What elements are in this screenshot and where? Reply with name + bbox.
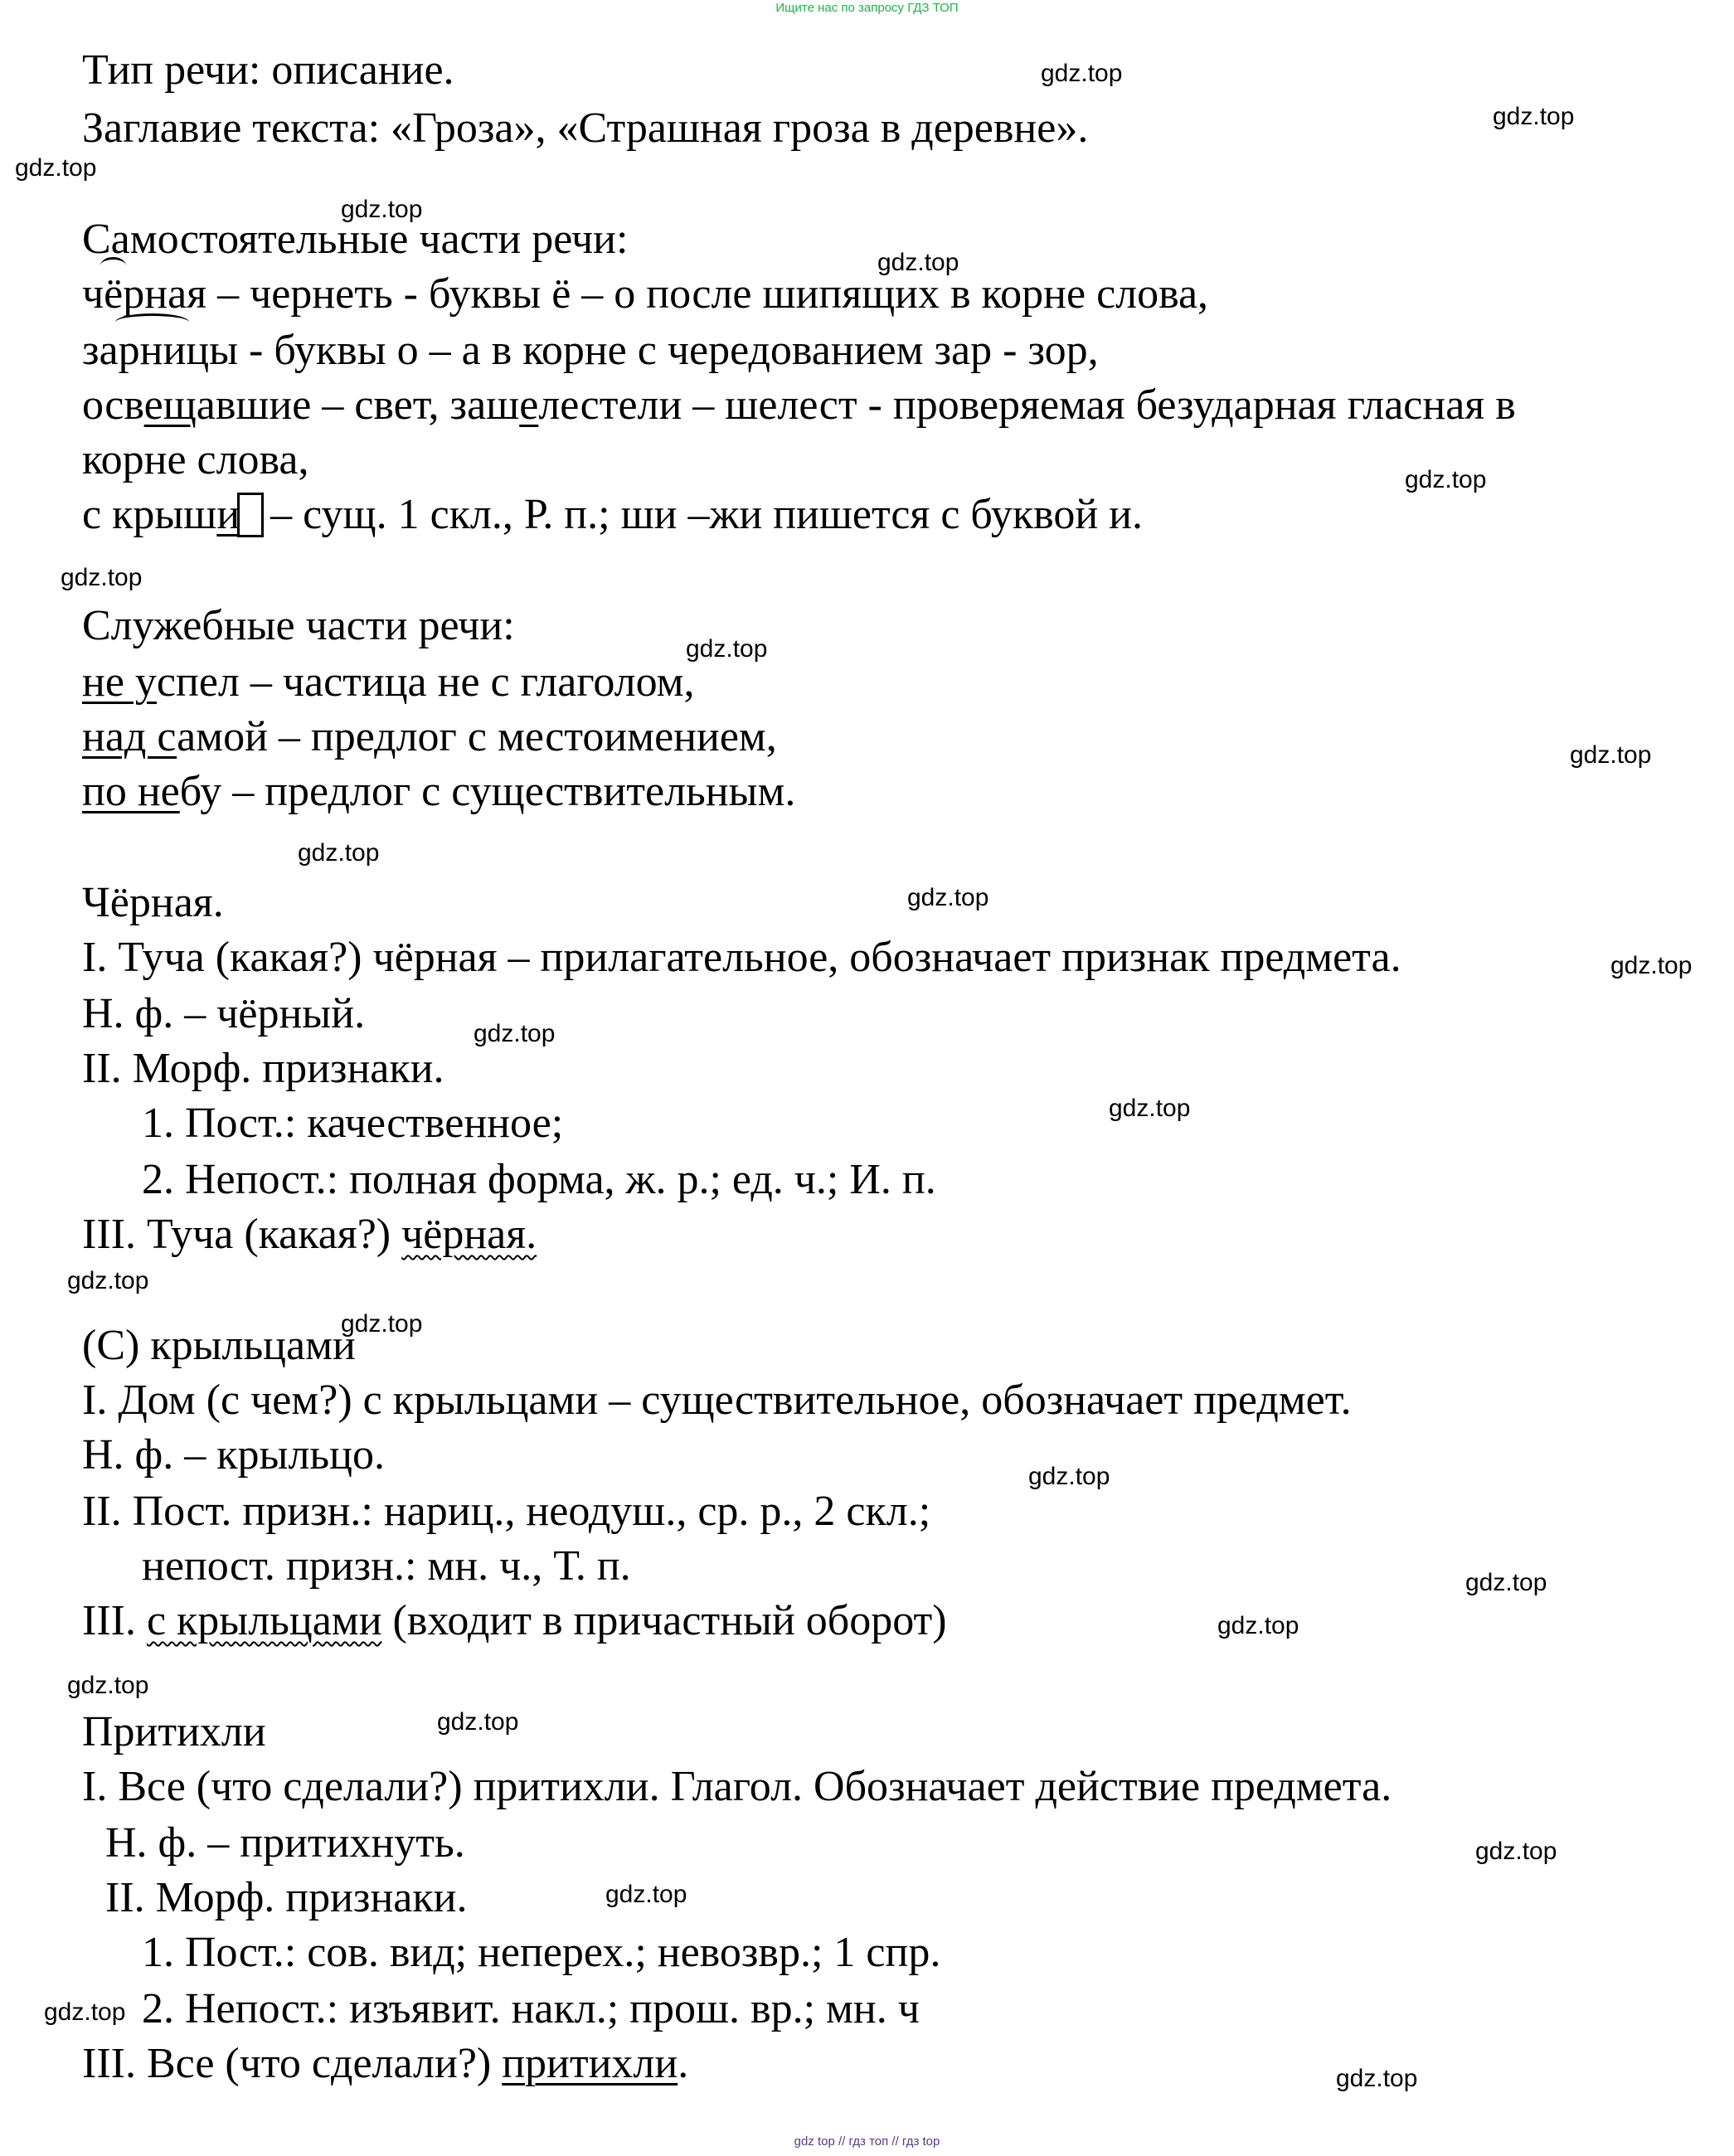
underlined-fragment: притихли	[502, 2040, 678, 2087]
watermark: gdz.top	[474, 1020, 556, 1047]
watermark: gdz.top	[437, 1708, 519, 1736]
text-fragment: осв	[82, 381, 144, 429]
title-line: Заглавие текста: «Гроза», «Страшная гроза в деревне».	[82, 104, 1089, 152]
chernaya-initial-form: Н. ф. – чёрный.	[82, 990, 366, 1037]
function-ne-uspel	[82, 655, 695, 710]
function-po-nebu	[82, 765, 795, 819]
watermark: gdz.top	[341, 1310, 423, 1338]
pritikhli-const-features: 1. Пост.: сов. вид; неперех.; невозвр.; 1 спр.	[142, 1929, 941, 1976]
word-analysis-continuation: корне слова,	[82, 436, 309, 483]
watermark: gdz.top	[1493, 103, 1575, 130]
watermark: gdz.top	[1217, 1612, 1299, 1639]
watermark: gdz.top	[1610, 952, 1693, 979]
krylcami-point-1: I. Дом (с чем?) с крыльцами – существительное, обозначает предмет.	[82, 1377, 1352, 1424]
text-fragment: – сущ. 1 скл., Р. п.; ши –жи пишется с буквой и.	[260, 491, 1144, 538]
text-fragment: рная – чернеть - буквы ё – о после шипящих в корне слова,	[123, 270, 1209, 318]
pritikhli-point-2: II. Морф. признаки.	[105, 1874, 468, 1921]
underlined-fragment: по не	[82, 768, 180, 815]
function-parts-heading: Служебные части речи:	[82, 602, 515, 649]
section-pritikhli-title: Притихли	[82, 1708, 266, 1755]
krylcami-nonconst-features: непост. призн.: мн. ч., Т. п.	[142, 1542, 631, 1590]
chernaya-nonconst-features: 2. Непост.: полная форма, ж. р.; ед. ч.; И. п.	[142, 1156, 936, 1203]
watermark: gdz.top	[1475, 1838, 1557, 1865]
text-fragment: с крыш	[82, 491, 217, 538]
watermark: gdz.top	[15, 154, 97, 182]
text-fragment: III. Туча (какая?)	[82, 1211, 402, 1258]
orthogram-mark: и	[216, 491, 240, 538]
chernaya-point-2: II. Морф. признаки.	[82, 1045, 444, 1092]
word-analysis-zarnitsy	[82, 323, 1099, 378]
text-fragment: спел – частица не с глаголом,	[156, 658, 695, 706]
independent-parts-heading: Самостоятельные части речи:	[82, 216, 629, 263]
watermark: gdz.top	[1465, 1569, 1547, 1596]
chernaya-point-3	[82, 1207, 537, 1262]
pritikhli-point-3	[82, 2037, 688, 2091]
text-fragment: лестели – шелест - проверяемая безударная гласная в	[538, 381, 1516, 429]
watermark: gdz.top	[605, 1881, 687, 1908]
watermark: gdz.top	[1028, 1463, 1110, 1490]
text-fragment: цы - буквы о – а в корне с чередованием зар - зор,	[186, 327, 1099, 374]
word-analysis-kryshi	[82, 488, 1143, 542]
watermark: gdz.top	[67, 1267, 149, 1294]
watermark: gdz.top	[44, 1998, 126, 2026]
chernaya-const-features: 1. Пост.: качественное;	[142, 1100, 564, 1147]
text-fragment: за	[82, 327, 119, 374]
watermark: gdz.top	[61, 564, 143, 591]
watermark: gdz.top	[1570, 741, 1652, 769]
pritikhli-initial-form: Н. ф. – притихнуть.	[105, 1819, 465, 1867]
watermark: gdz.top	[341, 196, 423, 223]
orthogram-mark: е	[519, 381, 539, 429]
text-fragment: III. Все (что сделали?)	[82, 2040, 503, 2087]
watermark: gdz.top	[1041, 60, 1123, 87]
underlined-fragment: не у	[82, 658, 157, 706]
footer-links[interactable]: gdz top // гдз топ // гдз top	[794, 2134, 940, 2149]
chernaya-point-1: I. Туча (какая?) чёрная – прилагательное, обозначает признак предмета.	[82, 934, 1401, 981]
section-krylcami-title: (С) крыльцами	[82, 1322, 356, 1369]
text-fragment: (входит в причастный оборот)	[381, 1597, 947, 1644]
ending-box	[241, 497, 260, 533]
text-type-line: Тип речи: описание.	[82, 46, 454, 94]
pritikhli-point-1: I. Все (что сделали?) притихли. Глагол. Обозначает действие предмета.	[82, 1763, 1392, 1810]
wavy-underline-fragment: чёрная.	[401, 1211, 537, 1258]
function-nad-samoy	[82, 710, 777, 765]
wavy-underline-fragment: с крыльцами	[146, 1597, 382, 1644]
section-chernaya-title: Чёрная.	[82, 879, 224, 926]
krylcami-point-2: II. Пост. призн.: нариц., неодуш., ср. р., 2 скл.;	[82, 1488, 931, 1535]
search-hint-banner[interactable]: Ищите нас по запросу ГДЗ ТОП	[775, 1, 959, 15]
root-mark: ё	[104, 267, 123, 322]
watermark: gdz.top	[686, 635, 768, 663]
watermark: gdz.top	[877, 249, 959, 276]
text-fragment: .	[678, 2040, 689, 2087]
text-fragment: амой – предлог с местоимением,	[177, 713, 777, 760]
underlined-fragment: над с	[82, 713, 177, 760]
krylcami-point-3	[82, 1594, 947, 1649]
watermark: gdz.top	[1405, 466, 1487, 493]
text-fragment: бу – предлог с существительным.	[179, 768, 796, 815]
root-mark: рни	[119, 323, 187, 378]
krylcami-initial-form: Н. ф. – крыльцо.	[82, 1431, 385, 1479]
word-analysis-osveshchavshie	[82, 378, 1516, 433]
watermark: gdz.top	[907, 884, 989, 911]
watermark: gdz.top	[298, 839, 380, 867]
watermark: gdz.top	[67, 1672, 149, 1699]
watermark: gdz.top	[1109, 1095, 1191, 1122]
watermark: gdz.top	[1336, 2065, 1418, 2092]
text-fragment: III.	[82, 1597, 147, 1644]
text-fragment: ч	[82, 270, 104, 318]
pritikhli-nonconst-features: 2. Непост.: изъявит. накл.; прош. вр.; мн. ч	[142, 1985, 920, 2032]
orthogram-mark: ещ	[143, 381, 197, 429]
word-analysis-chernaya	[82, 267, 1208, 322]
text-fragment: авшие – свет, заш	[196, 381, 520, 429]
